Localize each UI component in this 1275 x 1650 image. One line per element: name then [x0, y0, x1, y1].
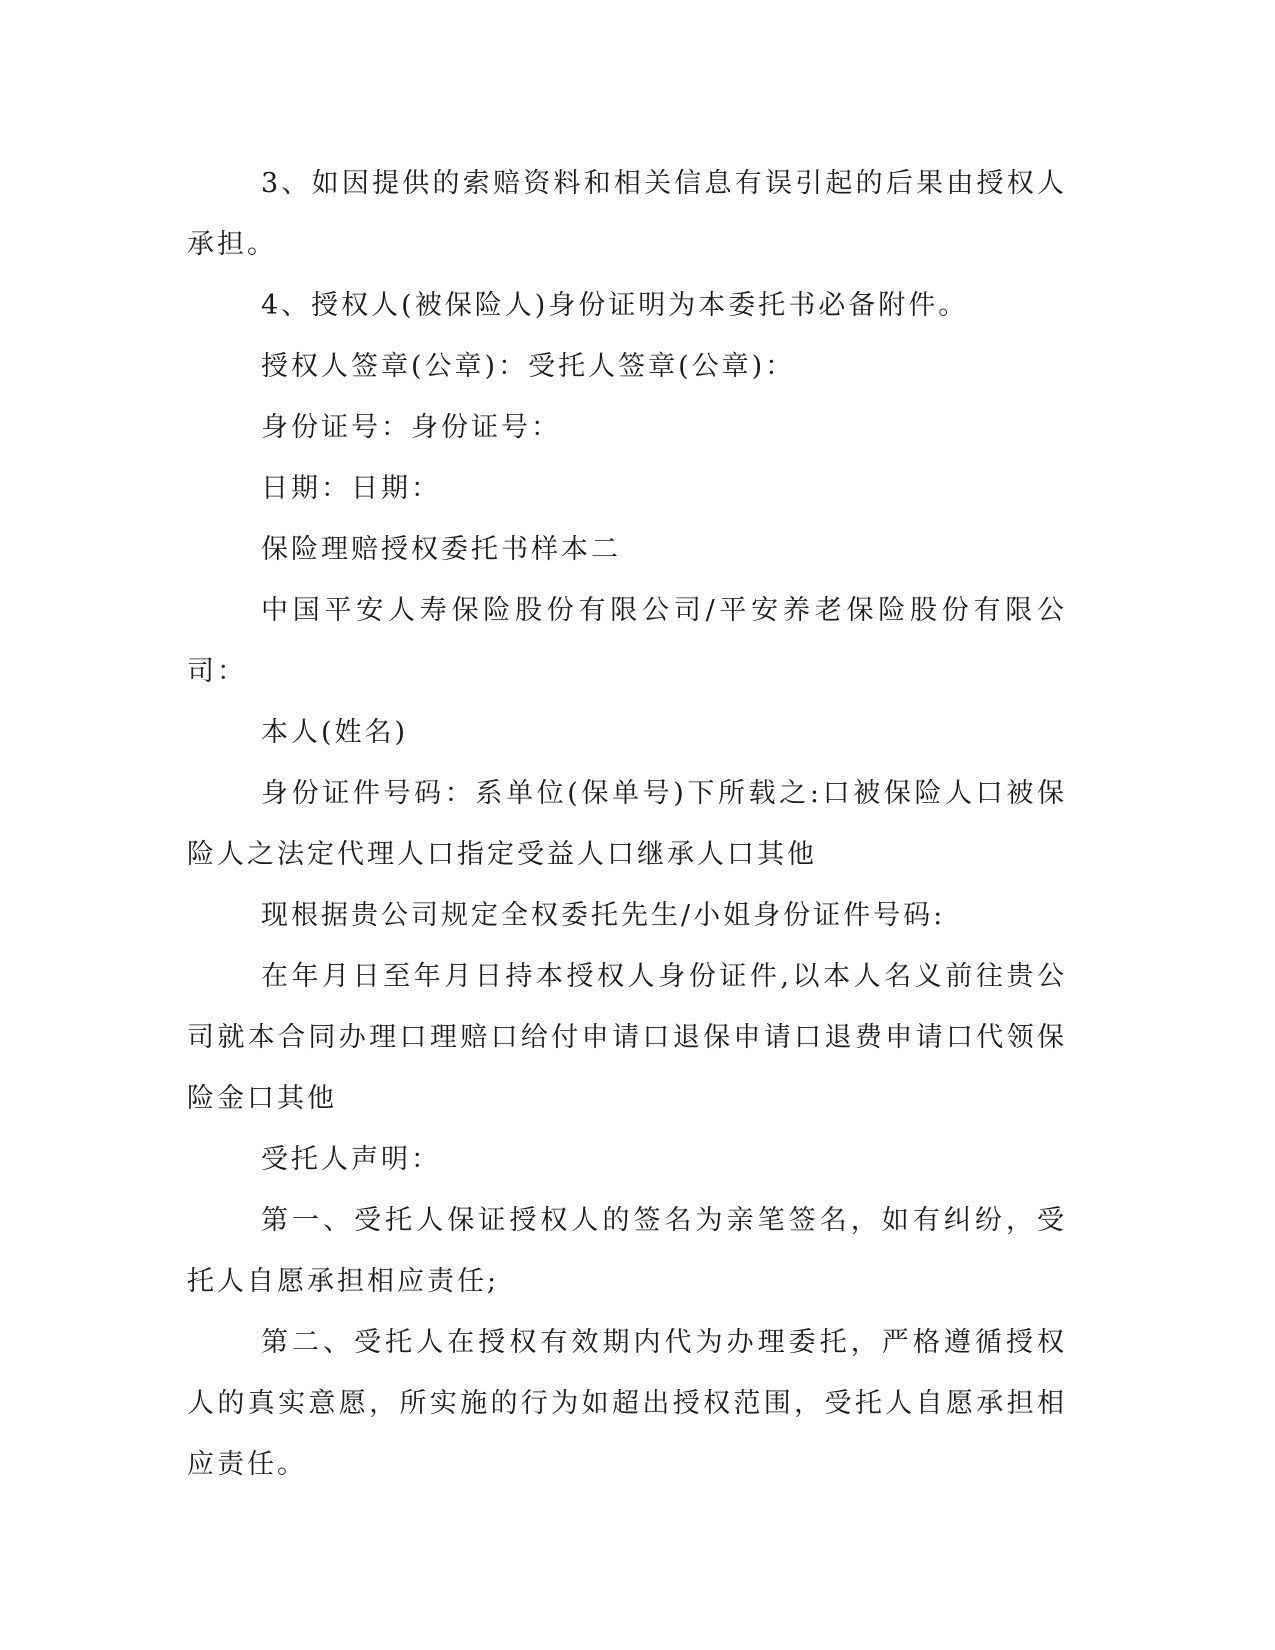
date-line: 日期：日期： [261, 473, 441, 504]
authorization-scope-paragraph: 在年月日至年月日持本授权人身份证件,以本人名义前往贵公司就本合同办理口理赔口给付申请口退保申请口退费申请口代领保险金口其他 [187, 961, 1067, 1114]
delegate-line: 现根据贵公司规定全权委托先生/小姐身份证件号码: [261, 900, 946, 931]
name-line: 本人(姓名) [261, 717, 409, 748]
paragraph-clause-4: 4、授权人(被保险人)身份证明为本委托书必备附件。 [261, 290, 969, 321]
id-number-line: 身份证号：身份证号： [261, 412, 561, 443]
identity-role-paragraph: 身份证件号码：系单位(保单号)下所载之:口被保险人口被保险人之法定代理人口指定受益人口继承人口其他 [187, 778, 1067, 870]
statement-clause-1: 第一、受托人保证授权人的签名为亲笔签名，如有纠纷，受托人自愿承担相应责任; [187, 1205, 1067, 1297]
sample-two-title: 保险理赔授权委托书样本二 [261, 534, 621, 565]
trustee-statement-heading: 受托人声明： [261, 1144, 441, 1175]
paragraph-clause-3: 3、如因提供的索赔资料和相关信息有误引起的后果由授权人承担。 [187, 168, 1067, 260]
statement-clause-2: 第二、受托人在授权有效期内代为办理委托，严格遵循授权人的真实意愿，所实施的行为如超出授权范围，受托人自愿承担相应责任。 [187, 1327, 1067, 1480]
addressee-line: 中国平安人寿保险股份有限公司/平安养老保险股份有限公司： [187, 595, 1067, 687]
document-body [187, 153, 1067, 1495]
signature-line: 授权人签章(公章)：受托人签章(公章)： [261, 351, 796, 382]
